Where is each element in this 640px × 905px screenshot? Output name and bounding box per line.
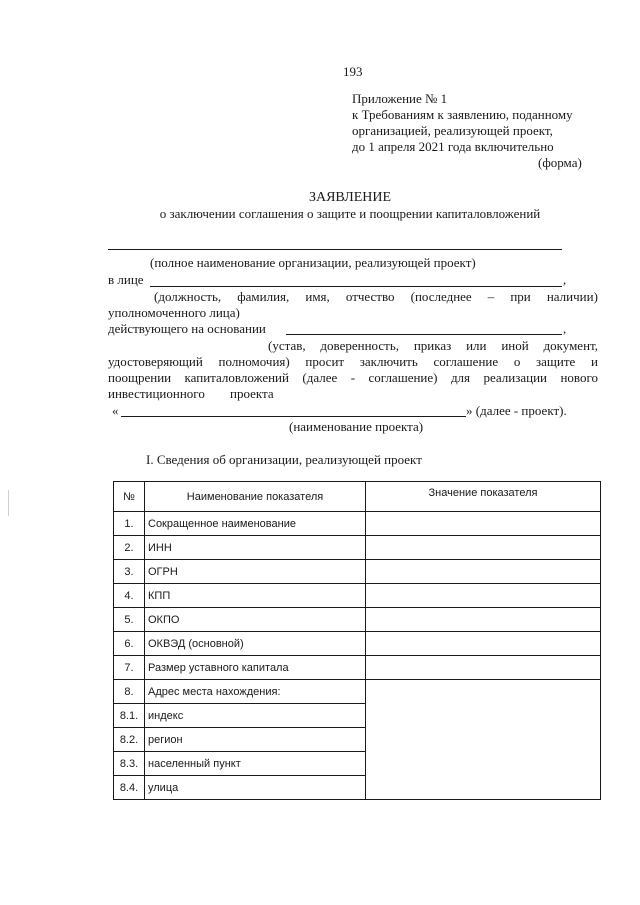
row-name: Адрес места нахождения: (145, 680, 366, 704)
project-name-field[interactable] (121, 416, 466, 417)
word: отчество (345, 289, 395, 304)
appendix-line-1: Приложение № 1 (352, 91, 448, 106)
table-row (114, 536, 601, 560)
word: соглашение (433, 354, 499, 369)
row-value-cell[interactable] (366, 560, 601, 584)
position-hint-line-2: уполномоченного лица) (108, 305, 240, 320)
row-number: 1. (114, 512, 145, 536)
row-number: 8.1. (114, 704, 145, 728)
row-value-cell[interactable] (366, 512, 601, 536)
representative-field[interactable] (150, 286, 562, 287)
row-name: КПП (145, 584, 366, 608)
word: при (510, 289, 531, 304)
word: (устав, (268, 338, 306, 353)
address-value-cell[interactable] (366, 680, 601, 800)
table-row (114, 632, 601, 656)
row-name: населенный пункт (145, 752, 366, 776)
row-name: ОГРН (145, 560, 366, 584)
word: нового (560, 370, 598, 385)
table-row (114, 560, 601, 584)
quote-close: » (далее - проект). (466, 403, 567, 418)
comma-2: , (563, 321, 567, 336)
word: для (450, 370, 471, 385)
row-name: Сокращенное наименование (145, 512, 366, 536)
table-header-row (114, 482, 601, 512)
row-number: 8. (114, 680, 145, 704)
position-hint (154, 289, 598, 305)
quote-open: « (112, 403, 119, 418)
row-number: 8.3. (114, 752, 145, 776)
table-row (114, 656, 601, 680)
appendix-line-2: к Требованиям к заявлению, поданному (352, 107, 573, 122)
row-name: регион (145, 728, 366, 752)
row-name: ОКВЭД (основной) (145, 632, 366, 656)
row-value-cell[interactable] (366, 608, 601, 632)
row-name: ОКПО (145, 608, 366, 632)
organization-info-table (113, 481, 601, 800)
request-line-3b: проекта (230, 386, 274, 401)
row-number: 4. (114, 584, 145, 608)
row-value-cell[interactable] (366, 584, 601, 608)
appendix-line-3: организацией, реализующей проект, (352, 123, 553, 138)
word: полномочия) (218, 354, 290, 369)
row-value-cell[interactable] (366, 632, 601, 656)
form-label: (форма) (538, 155, 582, 170)
request-line-2 (108, 370, 598, 386)
word: – (487, 289, 495, 304)
row-number: 8.4. (114, 776, 145, 800)
word: заключить (359, 354, 418, 369)
scan-mark (8, 490, 9, 516)
word: приказ (413, 338, 452, 353)
word: (должность, (154, 289, 222, 304)
row-name: индекс (145, 704, 366, 728)
row-value-cell[interactable] (366, 656, 601, 680)
word: иной (501, 338, 529, 353)
org-name-hint: (полное наименование организации, реализующей проект) (150, 255, 476, 270)
word: капиталовложений (184, 370, 289, 385)
word: - (350, 370, 356, 385)
word: поощрении (108, 370, 172, 385)
word: фамилия, (237, 289, 290, 304)
comma-1: , (563, 272, 567, 287)
represented-by-label: в лице (108, 272, 144, 287)
word: защите (535, 354, 576, 369)
basis-hint (268, 338, 598, 354)
column-header-name: Наименование показателя (145, 482, 366, 512)
table-row (114, 680, 601, 704)
document-title: ЗАЯВЛЕНИЕ (308, 190, 392, 205)
word: доверенность, (320, 338, 400, 353)
acting-basis-label: действующего на основании (108, 321, 266, 336)
row-number: 6. (114, 632, 145, 656)
page-number: 193 (343, 64, 363, 79)
word: реализации (483, 370, 548, 385)
table-row (114, 608, 601, 632)
section-title: I. Сведения об организации, реализующей проект (146, 452, 422, 467)
row-value-cell[interactable] (366, 536, 601, 560)
org-name-field[interactable] (108, 249, 562, 250)
row-name: улица (145, 776, 366, 800)
word: имя, (305, 289, 330, 304)
word: просит (305, 354, 345, 369)
word: соглашение) (368, 370, 438, 385)
request-line-1 (108, 354, 598, 370)
word: (последнее (410, 289, 472, 304)
column-header-value: Значение показателя (366, 482, 601, 512)
project-name-hint: (наименование проекта) (289, 419, 424, 434)
row-number: 3. (114, 560, 145, 584)
word: наличии) (546, 289, 598, 304)
basis-field[interactable] (286, 334, 562, 335)
appendix-line-4: до 1 апреля 2021 года включительно (352, 139, 554, 154)
row-name: ИНН (145, 536, 366, 560)
word: удостоверяющий (108, 354, 203, 369)
row-number: 8.2. (114, 728, 145, 752)
word: или (466, 338, 487, 353)
word: (далее (302, 370, 338, 385)
row-number: 5. (114, 608, 145, 632)
table-row (114, 584, 601, 608)
request-line-3a: инвестиционного (108, 386, 205, 401)
word: о (513, 354, 521, 369)
word: и (590, 354, 598, 369)
column-header-number: № (114, 482, 145, 512)
table-row (114, 512, 601, 536)
row-name: Размер уставного капитала (145, 656, 366, 680)
word: документ, (543, 338, 598, 353)
row-number: 7. (114, 656, 145, 680)
row-number: 2. (114, 536, 145, 560)
document-subtitle: о заключении соглашения о защите и поощрении капиталовложений (159, 206, 541, 221)
